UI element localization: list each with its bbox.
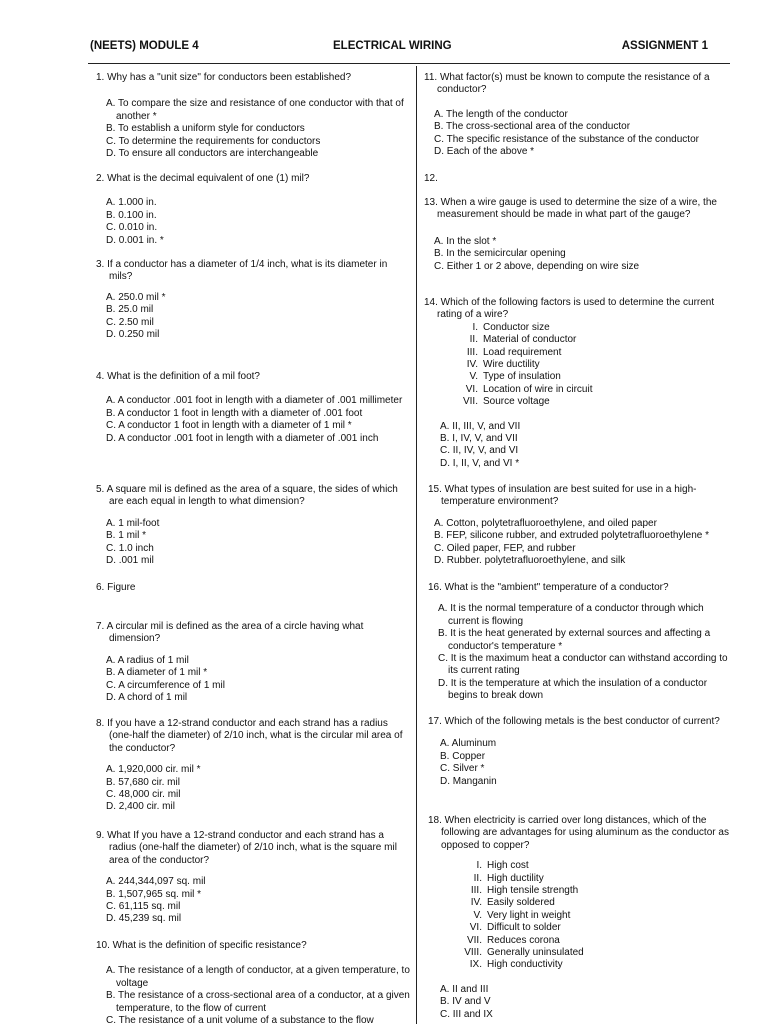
assignment-title: ASSIGNMENT 1: [621, 40, 708, 52]
answer-option: C. 2.50 mil: [106, 316, 154, 328]
answer-option: A. 1 mil-foot: [106, 517, 160, 529]
roman-item: III. High tensile strength: [470, 885, 579, 897]
question-4: [96, 371, 412, 445]
answer-option: A. Aluminum: [440, 738, 497, 750]
answer-option: A. 1,920,000 cir. mil *: [106, 764, 201, 776]
column-divider: [416, 66, 417, 1024]
question-stem: 11. What factor(s) must be known to compute the resistance of a conductor?: [424, 72, 710, 96]
question-stem: 7. A circular mil is defined as the area of a circle having what dimension?: [96, 621, 364, 645]
question-8: [96, 718, 412, 814]
answer-option: C. Oiled paper, FEP, and rubber: [434, 542, 576, 554]
answer-option: B. IV and V: [440, 996, 491, 1008]
question-stem: 4. What is the definition of a mil foot?: [96, 371, 260, 382]
roman-item: VII. Reduces corona: [466, 934, 560, 946]
answer-option: B. FEP, silicone rubber, and extruded polytetrafluoroethylene *: [434, 530, 709, 542]
answer-option: D. It is the temperature at which the insulation of a conductor begins to break down: [438, 677, 708, 702]
roman-item: V. Very light in weight: [473, 909, 571, 921]
answer-option: D. Rubber. polytetrafluoroethylene, and silk: [434, 555, 626, 567]
answer-option: A. 250.0 mil *: [106, 291, 166, 303]
answer-option: B. In the semicircular opening: [434, 248, 566, 260]
answer-option: B. The resistance of a cross-sectional area of a conductor, at a given temperature, to the flow of current: [106, 990, 410, 1014]
roman-item: IV. Easily soldered: [470, 897, 555, 909]
answer-option: D. .001 mil: [106, 555, 154, 567]
question-16: [428, 582, 736, 703]
question-stem: 6. Figure: [96, 582, 136, 593]
answer-option: B. 25.0 mil: [106, 304, 154, 316]
question-1: [96, 72, 412, 160]
question-stem: 2. What is the decimal equivalent of one (1) mil?: [96, 173, 310, 184]
answer-option: B. Copper: [440, 750, 486, 762]
answer-option: D. 2,400 cir. mil: [106, 801, 175, 813]
question-3: [96, 259, 412, 341]
answer-option: D. Each of the above *: [434, 146, 535, 158]
answer-option: B. 1,507,965 sq. mil *: [106, 888, 202, 900]
answer-option: A. 244,344,097 sq. mil: [106, 876, 206, 888]
question-stem: 10. What is the definition of specific resistance?: [96, 940, 307, 951]
roman-list: [428, 860, 736, 972]
question-15: [428, 484, 736, 567]
answer-option: A. 1.000 in.: [106, 197, 157, 209]
answer-option: C. II, IV, V, and VI: [440, 445, 519, 457]
answer-option: A. It is the normal temperature of a conductor through which current is flowing: [438, 603, 704, 627]
answer-option: C. III and IX: [440, 1008, 493, 1020]
roman-item: VIII. Generally uninsulated: [464, 947, 584, 959]
answer-option: C. 1.0 inch: [106, 542, 154, 554]
question-11: [424, 72, 736, 158]
question-stem: 16. What is the "ambient" temperature of a conductor?: [428, 582, 669, 593]
answer-option: C. 0.010 in.: [106, 222, 158, 234]
answer-option: B. 0.100 in.: [106, 209, 157, 221]
answer-option: C. Either 1 or 2 above, depending on wire size: [434, 260, 640, 272]
question-stem: 9. What If you have a 12-strand conductor and each strand has a radius (one-half the diameter) of 2/10 inch, what is the square mil area of the conductor?: [96, 830, 397, 866]
answer-option: A. Cotton, polytetrafluoroethylene, and oiled paper: [434, 517, 657, 529]
roman-item: VI. Location of wire in circuit: [465, 383, 593, 395]
answer-option: B. To establish a uniform style for conductors: [106, 123, 305, 135]
question-stem: 8. If you have a 12-strand conductor and each strand has a radius (one-half the diameter) of 2/10 inch, what is the circular mil area of the conductor?: [96, 718, 403, 754]
roman-item: III. Load requirement: [466, 346, 562, 358]
answer-option: D. A conductor .001 foot in length with a diameter of .001 inch: [106, 432, 379, 444]
answer-option: C. 48,000 cir. mil: [106, 789, 181, 801]
answer-option: A. II, III, V, and VII: [440, 420, 521, 432]
answer-option: A. In the slot *: [434, 235, 497, 247]
question-stem: 17. Which of the following metals is the best conductor of current?: [428, 716, 720, 727]
roman-item: II. High ductility: [473, 872, 544, 884]
question-stem: 1. Why has a "unit size" for conductors been established?: [96, 72, 352, 83]
question-stem: 5. A square mil is defined as the area of a square, the sides of which are each equal in length to what dimension?: [96, 484, 398, 508]
question-9: [96, 830, 412, 926]
answer-option: C. The specific resistance of the substance of the conductor: [434, 133, 699, 145]
question-stem: 15. What types of insulation are best suited for use in a high-temperature environment?: [428, 484, 697, 508]
question-13: [424, 197, 736, 273]
answer-option: C. 61,115 sq. mil: [106, 901, 181, 913]
answer-option: D. A chord of 1 mil: [106, 692, 188, 704]
answer-option: B. 1 mil *: [106, 530, 147, 542]
roman-item: II. Material of conductor: [469, 334, 577, 346]
question-stem: 12.: [424, 173, 438, 184]
answer-option: B. A diameter of 1 mil *: [106, 667, 208, 679]
answer-option: D. I, II, V, and VI *: [440, 457, 520, 469]
answer-option: C. Silver *: [440, 763, 485, 775]
answer-option: B. I, IV, V, and VII: [440, 433, 518, 445]
question-stem: 13. When a wire gauge is used to determine the size of a wire, the measurement should be made in what part of the gauge?: [424, 197, 717, 221]
roman-item: VI. Difficult to solder: [469, 922, 561, 934]
question-stem: 3. If a conductor has a diameter of 1/4 inch, what is its diameter in mils?: [96, 259, 388, 283]
roman-item: IV. Wire ductility: [466, 359, 540, 371]
question-stem: 14. Which of the following factors is used to determine the current rating of a wire?: [424, 297, 715, 321]
question-14: [424, 297, 736, 470]
roman-item: I. High cost: [476, 860, 529, 872]
answer-option: A. II and III: [440, 983, 489, 995]
answer-option: A. A radius of 1 mil: [106, 654, 189, 666]
question-5: [96, 484, 412, 567]
header-rule: [88, 63, 730, 64]
answer-option: B. A conductor 1 foot in length with a diameter of .001 foot: [106, 407, 363, 419]
answer-option: C. The resistance of a unit volume of a substance to the flow: [106, 1015, 374, 1027]
answer-option: A. The length of the conductor: [434, 108, 568, 120]
question-2: [96, 173, 412, 247]
answer-option: D. Manganin: [440, 775, 497, 787]
roman-item: VII. Source voltage: [462, 396, 550, 408]
question-12: [424, 173, 736, 185]
answer-option: A. To compare the size and resistance of one conductor with that of another *: [106, 98, 404, 122]
answer-option: A. The resistance of a length of conductor, at a given temperature, to voltage: [106, 965, 410, 989]
page-header: [90, 38, 728, 56]
answer-option: D. 0.250 mil: [106, 329, 160, 341]
roman-item: V. Type of insulation: [469, 371, 561, 383]
answer-option: A. A conductor .001 foot in length with a diameter of .001 millimeter: [106, 395, 403, 407]
answer-option: D. 45,239 sq. mil: [106, 913, 182, 925]
answer-option: C. It is the maximum heat a conductor can withstand according to its current rating: [438, 653, 728, 677]
roman-item: I. Conductor size: [472, 321, 550, 333]
answer-option: C. A circumference of 1 mil: [106, 679, 225, 691]
answer-option: B. The cross-sectional area of the conductor: [434, 121, 631, 133]
question-17: [428, 716, 736, 788]
answer-option: B. It is the heat generated by external sources and affecting a conductor's temperature *: [438, 628, 711, 652]
answer-option: C. To determine the requirements for conductors: [106, 135, 321, 147]
question-10: [96, 940, 412, 1027]
question-7: [96, 621, 412, 704]
roman-item: IX. High conductivity: [469, 959, 563, 971]
module-title: (NEETS) MODULE 4: [90, 40, 199, 52]
question-stem: 18. When electricity is carried over long distances, which of the following are advantages for using aluminum as the conductor as opposed to copper?: [428, 815, 729, 851]
question-18: [428, 815, 736, 1021]
subject-title: ELECTRICAL WIRING: [333, 40, 452, 52]
roman-list: [424, 322, 736, 409]
answer-option: D. To ensure all conductors are interchangeable: [106, 148, 319, 160]
question-6: [96, 582, 412, 594]
answer-option: C. A conductor 1 foot in length with a diameter of 1 mil *: [106, 420, 352, 432]
answer-option: D. 0.001 in. *: [106, 234, 164, 246]
answer-option: B. 57,680 cir. mil: [106, 776, 180, 788]
